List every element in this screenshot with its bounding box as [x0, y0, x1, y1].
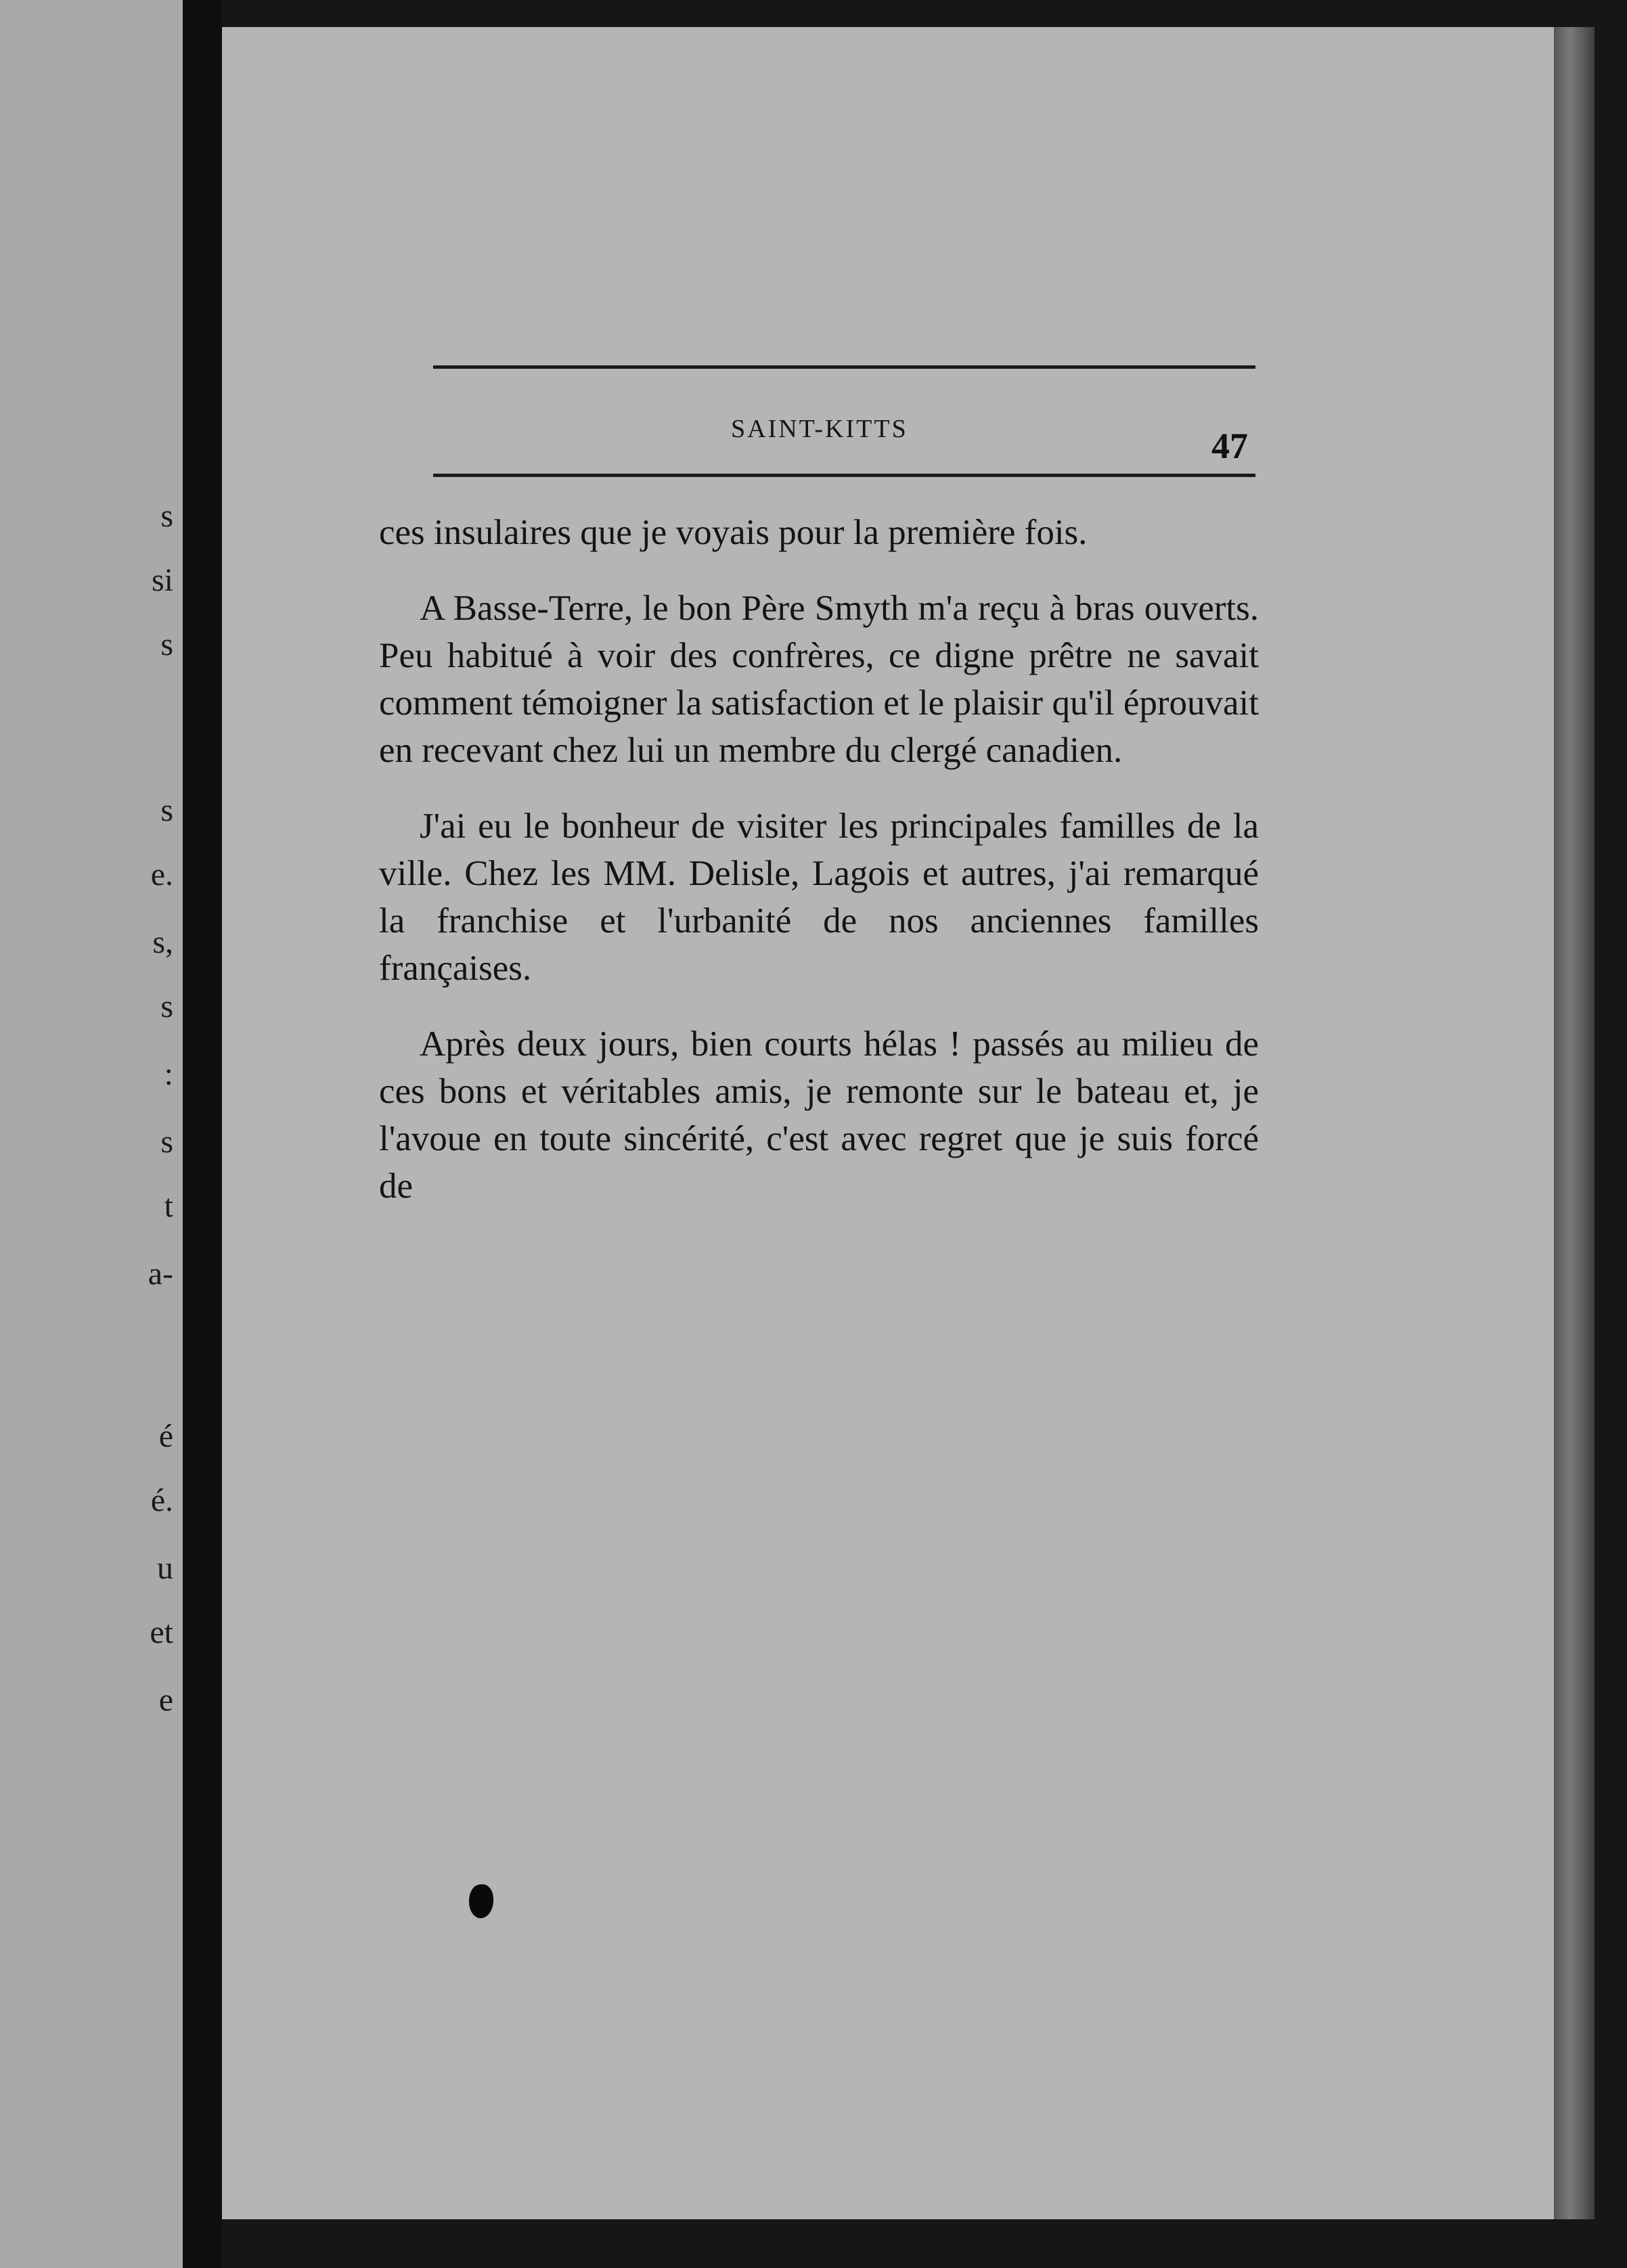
header-rule-top [433, 365, 1255, 369]
paragraph: Après deux jours, bien courts hélas ! passés au milieu de ces bons et véritables amis, je remonte sur le bateau et, je l'avoue en toute sincérité, c'est avec regret que je suis forcé de [379, 1024, 1259, 1206]
left-page-text: s [160, 627, 173, 662]
left-page-text: u [157, 1550, 173, 1586]
left-page-text: a- [148, 1256, 173, 1292]
left-page-text: s, [152, 924, 173, 960]
running-title: SAINT-KITTS [731, 415, 908, 443]
left-page-text: et [150, 1614, 173, 1650]
left-page-text: : [164, 1056, 173, 1092]
header-rule-bottom [433, 474, 1255, 477]
left-page-text: s [160, 498, 173, 534]
paragraph: J'ai eu le bonheur de visiter les principales familles de la ville. Chez les MM. Delisle, Lagois et autres, j'ai remarqué la franchise et l'urbanité de nos anciennes familles françaises. [379, 807, 1259, 988]
paragraph: ces insulaires que je voyais pour la première fois. [379, 513, 1088, 552]
page-number: 47 [1211, 426, 1248, 466]
left-page-text: e. [150, 857, 173, 892]
left-page-text: s [160, 792, 173, 828]
left-page-text: é [158, 1418, 173, 1454]
left-page-fragment [0, 0, 183, 2268]
left-page-text: e [158, 1682, 173, 1718]
left-page-text: s [160, 989, 173, 1024]
paragraph: A Basse-Terre, le bon Père Smyth m'a reçu à bras ouverts. Peu habitué à voir des confrères, ce digne prêtre ne savait comment témoigner la satisfaction et le plaisir qu'il éprouvait en recevant chez lui un membre du clergé canadien. [379, 589, 1259, 770]
left-page-text: é. [150, 1482, 173, 1518]
page-edge [1554, 27, 1595, 2219]
left-page-text: s [160, 1124, 173, 1160]
book-gutter [183, 0, 222, 2268]
body-text [379, 509, 1259, 1238]
left-page-text: si [151, 562, 173, 598]
left-page-text: t [164, 1188, 173, 1224]
